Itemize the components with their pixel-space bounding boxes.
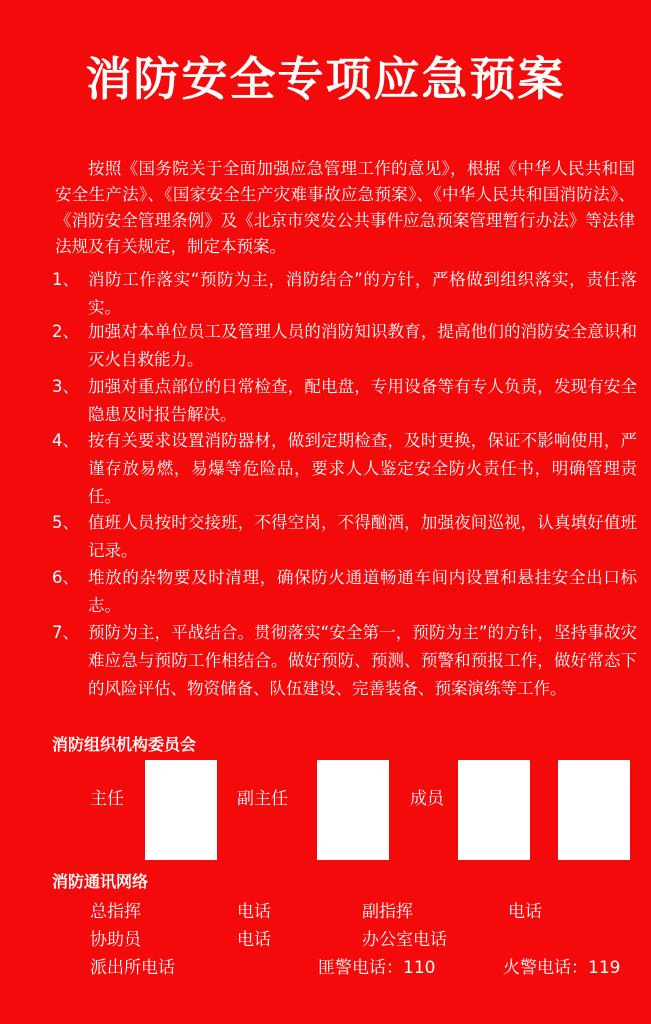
director-label: 主任 [90, 789, 124, 809]
list-item [52, 619, 637, 703]
fire-phone: 火警电话：119 [503, 958, 621, 978]
assistant-label: 协助员 [90, 930, 141, 950]
list-item [52, 509, 637, 565]
item-number: 3、 [52, 377, 79, 396]
phone-label: 电话 [508, 902, 542, 922]
list-item [52, 564, 637, 620]
item-number: 7、 [52, 623, 79, 642]
members-label: 成员 [410, 789, 444, 809]
item-number: 2、 [52, 322, 79, 341]
intro-paragraph: 按照《国务院关于全面加强应急管理工作的意见》，根据《中华人民共和国安全生产法》、《国家安全生产灾难事故应急预案》、《中华人民共和国消防法》、《消防安全管理条例》及《北京市突发公共事件应急预案管理暂行办法》等法律法规及有关规定，制定本预案。 [55, 159, 635, 256]
item-number: 6、 [52, 568, 79, 587]
network-heading: 消防通讯网络 [52, 872, 149, 891]
item-text: 消防工作落实“预防为主，消防结合”的方针，严格做到组织落实，责任落实。 [88, 270, 637, 317]
item-text: 堆放的杂物要及时清理，确保防火通道畅通车间内设置和悬挂安全出口标志。 [88, 568, 637, 615]
deputy-director-label: 副主任 [237, 789, 288, 809]
deputy-commander-label: 副指挥 [362, 902, 413, 922]
police-station-phone-label: 派出所电话 [90, 958, 175, 978]
director-box [145, 760, 217, 860]
page-title: 消防安全专项应急预案 [85, 52, 566, 106]
member-box-2 [558, 760, 630, 860]
police-phone: 匪警电话：110 [318, 958, 436, 978]
list-item [52, 373, 637, 429]
item-number: 4、 [52, 431, 79, 450]
item-text: 值班人员按时交接班，不得空岗，不得酗酒，加强夜间巡视，认真填好值班记录。 [88, 513, 637, 560]
item-text: 预防为主，平战结合。贯彻落实“安全第一，预防为主”的方针，坚持事故灾难应急与预防工作相结合。做好预防、预测、预警和预报工作，做好常态下的风险评估、物资储备、队伍建设、完善装备、预案演练等工作。 [88, 623, 637, 698]
committee-heading: 消防组织机构委员会 [52, 735, 197, 754]
item-text: 加强对本单位员工及管理人员的消防知识教育，提高他们的消防安全意识和灭火自救能力。 [88, 322, 637, 369]
phone-label: 电话 [237, 930, 271, 950]
item-text: 加强对重点部位的日常检查，配电盘，专用设备等有专人负责，发现有安全隐患及时报告解决。 [88, 377, 637, 424]
office-phone-label: 办公室电话 [362, 930, 447, 950]
member-box-1 [458, 760, 530, 860]
item-number: 1、 [52, 270, 79, 289]
item-text: 按有关要求设置消防器材，做到定期检查，及时更换，保证不影响使用，严谨存放易燃，易爆等危险品，要求人人鉴定安全防火责任书，明确管理责任。 [88, 431, 637, 506]
commander-label: 总指挥 [90, 902, 141, 922]
deputy-director-box [317, 760, 389, 860]
phone-label: 电话 [237, 902, 271, 922]
item-number: 5、 [52, 513, 79, 532]
list-item [52, 266, 637, 322]
list-item [52, 318, 637, 374]
list-item [52, 427, 637, 511]
